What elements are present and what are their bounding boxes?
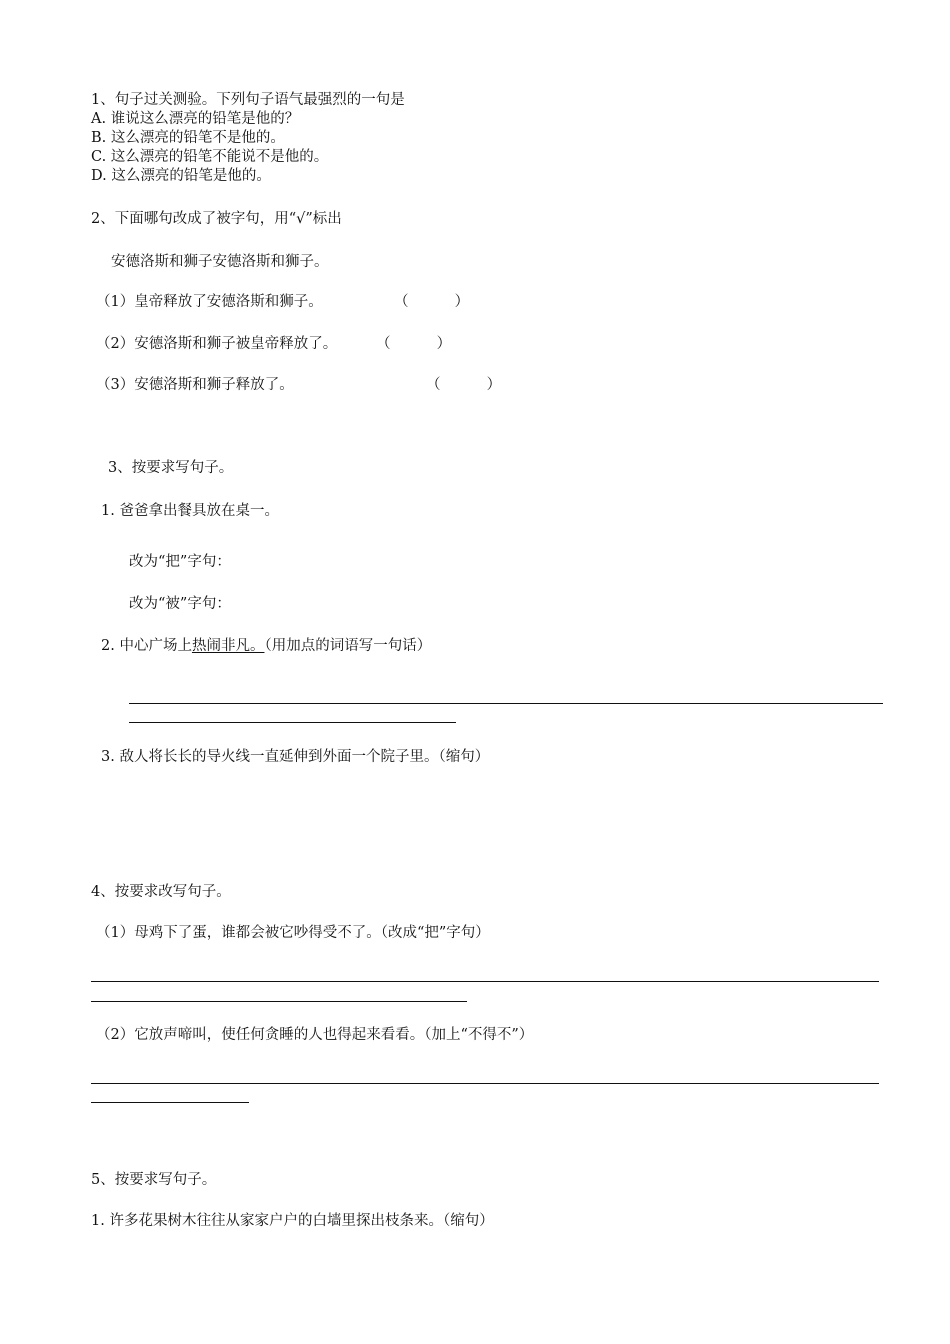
q4-stem: 4、按要求改写句子。 — [91, 884, 231, 900]
q1-option-a: A. 谁说这么漂亮的铅笔是他的？ — [91, 111, 300, 127]
q1-option-d: D. 这么漂亮的铅笔是他的。 — [91, 168, 271, 184]
q4-item1: （1）母鸡下了蛋，谁都会被它吵得受不了。（改成“把”字句） — [96, 925, 490, 941]
q3-item2-answer-line-2[interactable] — [129, 722, 456, 723]
q2-choice-1-blank[interactable]: （ ） — [394, 294, 470, 310]
q5-item1: 1. 许多花果树木往往从家家户户的白墙里探出枝条来。（缩句） — [91, 1213, 494, 1229]
q2-choice-3-blank[interactable]: （ ） — [426, 377, 502, 393]
q4-item2-answer-line-2[interactable] — [91, 1102, 249, 1103]
q3-item1-prompt-ba: 改为“把”字句： — [129, 554, 231, 570]
q2-stem: 2、下面哪句改成了被字句，用“√”标出 — [91, 211, 342, 227]
q1-option-c: C. 这么漂亮的铅笔不能说不是他的。 — [91, 149, 329, 165]
q4-item2: （2）它放声啼叫，使任何贪睡的人也得起来看看。（加上“不得不”） — [96, 1027, 534, 1043]
q3-item1-prompt-bei: 改为“被”字句： — [129, 596, 231, 612]
q2-choice-1: （1）皇帝释放了安德洛斯和狮子。 — [96, 294, 323, 310]
q3-stem: 3、按要求写句子。 — [108, 460, 234, 476]
q3-item2 — [101, 637, 431, 655]
q2-choice-3: （3）安德洛斯和狮子释放了。 — [96, 377, 294, 393]
q4-item2-answer-line-1[interactable] — [91, 1083, 879, 1084]
q2-sentence: 安德洛斯和狮子安德洛斯和狮子。 — [111, 254, 329, 270]
q4-item1-answer-line-2[interactable] — [91, 1001, 467, 1002]
q3-item2-prefix: 2. 中心广场上 — [101, 638, 192, 654]
q2-choice-2-blank[interactable]: （ ） — [376, 336, 452, 352]
q2-choice-2: （2）安德洛斯和狮子被皇帝释放了。 — [96, 336, 338, 352]
q3-item2-answer-line-1[interactable] — [129, 703, 883, 704]
q1-stem: 1、句子过关测验。下列句子语气最强烈的一句是 — [91, 92, 405, 108]
q3-item3: 3. 敌人将长长的导火线一直延伸到外面一个院子里。（缩句） — [101, 749, 490, 765]
q4-item1-answer-line-1[interactable] — [91, 981, 879, 982]
q3-item1: 1. 爸爸拿出餐具放在桌一。 — [101, 503, 279, 519]
q3-item2-underlined: 热闹非凡。 — [191, 638, 265, 654]
q1-option-b: B. 这么漂亮的铅笔不是他的。 — [91, 130, 285, 146]
q5-stem: 5、按要求写句子。 — [91, 1172, 217, 1188]
q3-item2-suffix: （用加点的词语写一句话） — [264, 638, 432, 654]
